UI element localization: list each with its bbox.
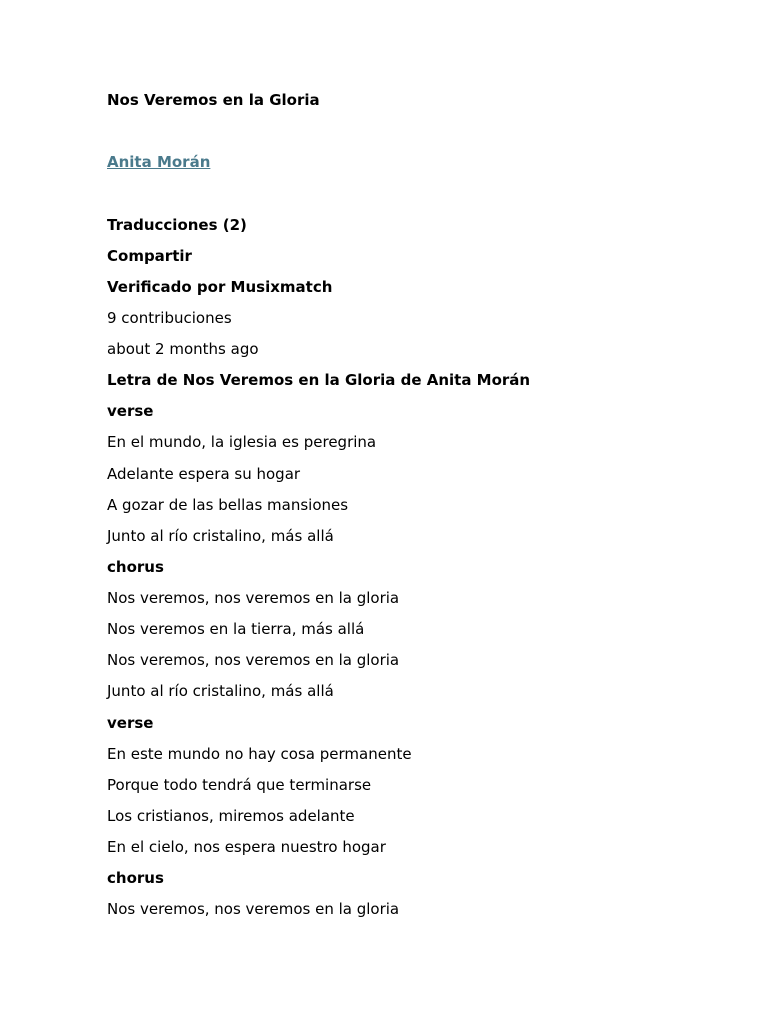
- section-label-verse: verse: [107, 714, 154, 732]
- section-label-verse: verse: [107, 402, 154, 420]
- lyric-line: En el mundo, la iglesia es peregrina: [107, 433, 377, 451]
- lyric-line: Nos veremos, nos veremos en la gloria: [107, 589, 400, 607]
- lyric-line: Los cristianos, miremos adelante: [107, 807, 355, 825]
- artist-link[interactable]: Anita Morán: [107, 153, 211, 171]
- lyric-line: En este mundo no hay cosa permanente: [107, 745, 412, 763]
- share-button[interactable]: Compartir: [107, 247, 192, 265]
- section-label-chorus: chorus: [107, 558, 164, 576]
- lyric-line: Junto al río cristalino, más allá: [107, 682, 334, 700]
- section-label-chorus: chorus: [107, 869, 164, 887]
- lyric-line: Nos veremos en la tierra, más allá: [107, 620, 365, 638]
- song-title: Nos Veremos en la Gloria: [107, 91, 320, 109]
- lyric-line: Nos veremos, nos veremos en la gloria: [107, 900, 400, 918]
- lyrics-heading: Letra de Nos Veremos en la Gloria de Anita Morán: [107, 371, 531, 389]
- updated-time: about 2 months ago: [107, 340, 259, 358]
- verified-label: Verificado por Musixmatch: [107, 278, 333, 296]
- lyric-line: Nos veremos, nos veremos en la gloria: [107, 651, 400, 669]
- lyric-line: A gozar de las bellas mansiones: [107, 496, 349, 514]
- lyric-line: En el cielo, nos espera nuestro hogar: [107, 838, 386, 856]
- lyric-line: Junto al río cristalino, más allá: [107, 527, 334, 545]
- lyric-line: Adelante espera su hogar: [107, 465, 301, 483]
- contributions-count: 9 contribuciones: [107, 309, 232, 327]
- lyric-line: Porque todo tendrá que terminarse: [107, 776, 372, 794]
- translations-link[interactable]: Traducciones (2): [107, 216, 247, 234]
